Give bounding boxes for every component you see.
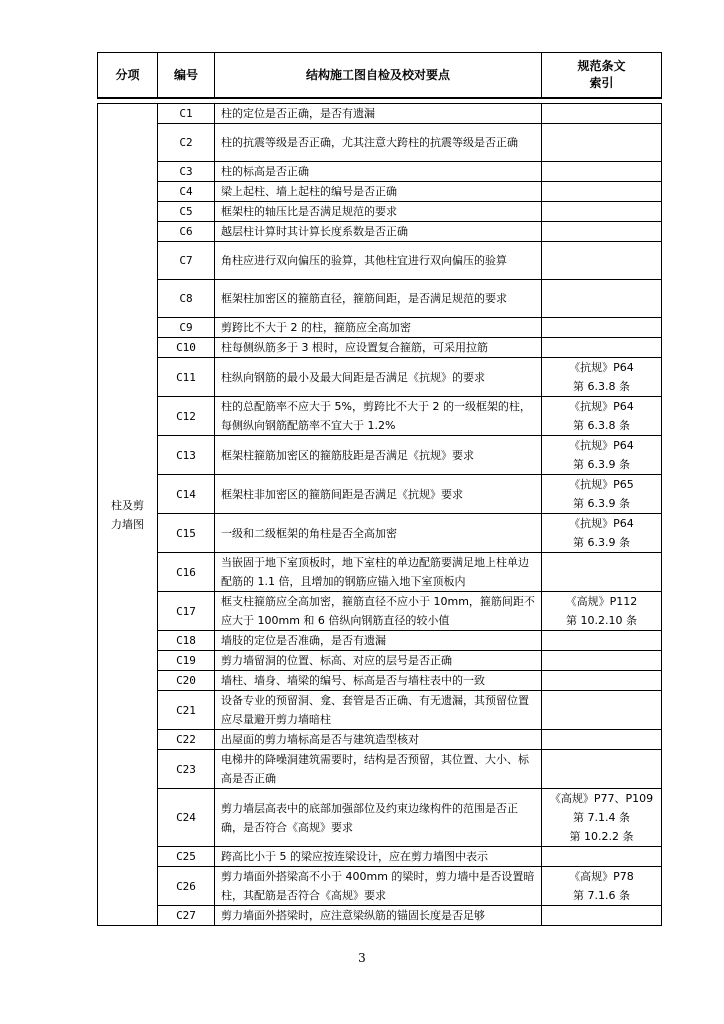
reference-line: 《抗规》P65 [569,478,634,491]
row-code: C8 [158,280,215,318]
row-reference [542,318,662,338]
row-description: 剪力墙面外搭梁时，应注意梁纵筋的锚固长度是否足够 [215,906,542,926]
row-reference [542,651,662,671]
header-row [98,53,662,99]
row-description: 出屋面的剪力墙标高是否与建筑造型核对 [215,730,542,750]
row-reference [542,202,662,222]
category-line1: 柱及剪 [111,498,144,512]
row-reference [542,358,662,397]
row-description: 框架柱非加密区的箍筋间距是否满足《抗规》要求 [215,475,542,514]
row-code: C10 [158,338,215,358]
row-reference [542,222,662,242]
row-reference [542,475,662,514]
table-row [98,906,662,926]
reference-line: 第 6.3.9 条 [573,536,630,549]
table-row [98,124,662,162]
row-code: C9 [158,318,215,338]
row-reference [542,338,662,358]
table-row [98,847,662,867]
table-row [98,691,662,730]
row-description: 柱纵向钢筋的最小及最大间距是否满足《抗规》的要求 [215,358,542,397]
row-reference [542,750,662,789]
reference-line: 《高规》P78 [569,870,634,883]
category-line2: 力墙图 [111,517,144,531]
table-row [98,242,662,280]
table-row [98,671,662,691]
checklist-body [98,104,662,926]
reference-line: 第 10.2.2 条 [569,830,634,843]
table-row [98,280,662,318]
row-code: C11 [158,358,215,397]
table-row [98,436,662,475]
row-description: 框架柱加密区的箍筋直径，箍筋间距，是否满足规范的要求 [215,280,542,318]
table-row [98,338,662,358]
row-reference [542,514,662,553]
table-row [98,553,662,592]
row-code: C12 [158,397,215,436]
checklist-table [97,103,662,926]
row-code: C22 [158,730,215,750]
reference-line: 第 7.1.6 条 [573,889,630,902]
row-code: C21 [158,691,215,730]
row-code: C1 [158,104,215,124]
table-row [98,475,662,514]
reference-line: 第 6.3.9 条 [573,497,630,510]
row-description: 柱的定位是否正确，是否有遗漏 [215,104,542,124]
row-code: C16 [158,553,215,592]
row-reference [542,906,662,926]
row-reference [542,397,662,436]
row-description: 柱的标高是否正确 [215,162,542,182]
row-code: C4 [158,182,215,202]
row-description: 柱的总配筋率不应大于 5%，剪跨比不大于 2 的一级框架的柱，每侧纵向钢筋配筋率不宜大于 1.2% [215,397,542,436]
reference-line: 第 7.1.4 条 [573,811,630,824]
row-code: C6 [158,222,215,242]
reference-line: 《高规》P112 [565,595,638,608]
row-code: C2 [158,124,215,162]
table-row [98,358,662,397]
row-reference [542,691,662,730]
table-row [98,867,662,906]
row-reference [542,631,662,651]
row-description: 跨高比小于 5 的梁应按连梁设计，应在剪力墙图中表示 [215,847,542,867]
row-description: 墙柱、墙身、墙梁的编号、标高是否与墙柱表中的一致 [215,671,542,691]
row-reference [542,553,662,592]
row-reference [542,847,662,867]
row-code: C19 [158,651,215,671]
row-description: 框架柱的轴压比是否满足规范的要求 [215,202,542,222]
row-reference [542,124,662,162]
row-code: C23 [158,750,215,789]
row-reference [542,789,662,847]
row-reference [542,162,662,182]
row-description: 剪力墙面外搭梁高不小于 400mm 的梁时，剪力墙中是否设置暗柱，其配筋是否符合《高规》要求 [215,867,542,906]
table-row [98,318,662,338]
row-code: C13 [158,436,215,475]
row-description: 柱的抗震等级是否正确，尤其注意大跨柱的抗震等级是否正确 [215,124,542,162]
row-code: C18 [158,631,215,651]
table-row [98,592,662,631]
row-reference [542,104,662,124]
header-ref-line1: 规范条文 [577,59,626,73]
row-code: C27 [158,906,215,926]
row-code: C20 [158,671,215,691]
table-row [98,104,662,124]
reference-line: 第 6.3.9 条 [573,458,630,471]
row-description: 设备专业的预留洞、龛、套管是否正确、有无遗漏，其预留位置应尽量避开剪力墙暗柱 [215,691,542,730]
reference-line: 《抗规》P64 [569,400,634,413]
row-code: C15 [158,514,215,553]
header-reference [542,53,662,99]
header-ref-line2: 索引 [589,76,614,90]
row-reference [542,280,662,318]
row-description: 角柱应进行双向偏压的验算，其他柱宜进行双向偏压的验算 [215,242,542,280]
row-description: 墙肢的定位是否准确，是否有遗漏 [215,631,542,651]
row-code: C7 [158,242,215,280]
row-description: 框架柱箍筋加密区的箍筋肢距是否满足《抗规》要求 [215,436,542,475]
page-number: 3 [358,951,366,965]
row-reference [542,671,662,691]
row-reference [542,182,662,202]
table-row [98,750,662,789]
table-row [98,397,662,436]
row-code: C24 [158,789,215,847]
row-code: C5 [158,202,215,222]
row-description: 框支柱箍筋应全高加密，箍筋直径不应小于 10mm，箍筋间距不应大于 100mm 和 6 倍纵向钢筋直径的较小值 [215,592,542,631]
row-code: C17 [158,592,215,631]
row-code: C3 [158,162,215,182]
row-description: 剪跨比不大于 2 的柱，箍筋应全高加密 [215,318,542,338]
row-description: 梁上起柱、墙上起柱的编号是否正确 [215,182,542,202]
reference-line: 《抗规》P64 [569,361,634,374]
row-reference [542,730,662,750]
header-points: 结构施工图自检及校对要点 [215,53,542,99]
table-row [98,631,662,651]
table-row [98,222,662,242]
row-description: 当嵌固于地下室顶板时，地下室柱的单边配筋要满足地上柱单边配筋的 1.1 倍，且增加的钢筋应锚入地下室顶板内 [215,553,542,592]
row-reference [542,867,662,906]
reference-line: 第 6.3.8 条 [573,419,630,432]
table-row [98,789,662,847]
row-description: 一级和二级框架的角柱是否全高加密 [215,514,542,553]
table-row [98,202,662,222]
row-description: 电梯井的降噪洞建筑需要时，结构是否预留，其位置、大小、标高是否正确 [215,750,542,789]
category-cell [98,104,158,926]
row-code: C14 [158,475,215,514]
header-category: 分项 [98,53,158,99]
reference-line: 《抗规》P64 [569,517,634,530]
row-reference [542,436,662,475]
table-row [98,651,662,671]
row-code: C25 [158,847,215,867]
row-description: 剪力墙留洞的位置、标高、对应的层号是否正确 [215,651,542,671]
header-table [97,52,662,99]
table-row [98,162,662,182]
reference-line: 第 10.2.10 条 [566,614,637,627]
reference-line: 《抗规》P64 [569,439,634,452]
row-reference [542,592,662,631]
table-row [98,730,662,750]
reference-line: 《高规》P77、P109 [549,792,654,805]
reference-line: 第 6.3.8 条 [573,380,630,393]
table-row [98,514,662,553]
row-description: 越层柱计算时其计算长度系数是否正确 [215,222,542,242]
row-description: 柱每侧纵筋多于 3 根时，应设置复合箍筋，可采用拉筋 [215,338,542,358]
row-description: 剪力墙层高表中的底部加强部位及约束边缘构件的范围是否正确，是否符合《高规》要求 [215,789,542,847]
row-reference [542,242,662,280]
table-row [98,182,662,202]
header-code: 编号 [158,53,215,99]
row-code: C26 [158,867,215,906]
